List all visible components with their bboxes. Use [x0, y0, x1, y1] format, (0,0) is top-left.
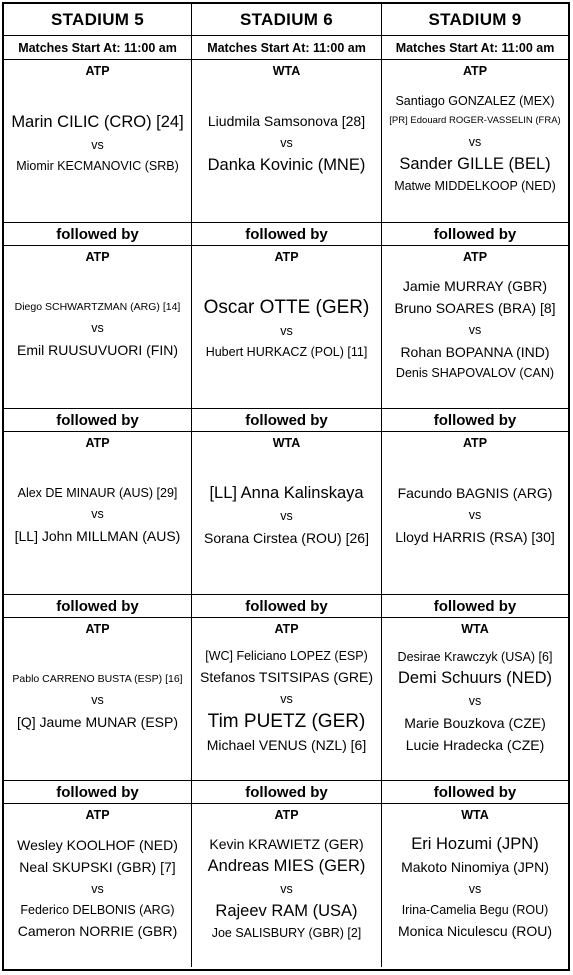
player-name: Hubert HURKACZ (POL) [11] [205, 345, 368, 359]
player-name: Michael VENUS (NZL) [6] [206, 737, 367, 753]
player-name: Facundo BAGNIS (ARG) [397, 485, 553, 501]
player-name: Oscar OTTE (GER) [203, 297, 370, 318]
match-cell [192, 432, 382, 595]
player-name: Andreas MIES (GER) [207, 856, 366, 875]
followed-by-label: followed by [4, 409, 192, 432]
tour-label: WTA [272, 64, 301, 78]
player-name: Diego SCHWARTZMAN (ARG) [14] [14, 301, 181, 313]
player-name: Alex DE MINAUR (AUS) [29] [17, 486, 178, 500]
vs-label: vs [280, 881, 293, 896]
player-name: Liudmila Samsonova [28] [207, 112, 366, 129]
tour-label: ATP [85, 436, 110, 450]
player-name: [Q] Jaume MUNAR (ESP) [16, 714, 179, 730]
player-name: Tim PUETZ (GER) [207, 711, 366, 732]
match-cell [382, 804, 568, 967]
match-cell [192, 60, 382, 223]
followed-by-label: followed by [4, 223, 192, 246]
player-name: [WC] Feliciano LOPEZ (ESP) [205, 649, 368, 663]
match-cell [4, 804, 192, 967]
player-name: Santiago GONZALEZ (MEX) [395, 93, 555, 108]
player-name: [LL] John MILLMAN (AUS) [14, 528, 181, 544]
team-b [212, 900, 362, 943]
player-name: Joe SALISBURY (GBR) [2] [211, 925, 362, 940]
player-name: Marie Bouzkova (CZE) [404, 714, 546, 731]
vs-label: vs [91, 693, 104, 707]
match-cell [382, 618, 568, 781]
start-time: Matches Start At: 11:00 am [192, 36, 382, 60]
team-a [200, 646, 373, 688]
player-name: Federico DELBONIS (ARG) [20, 902, 175, 917]
player-name: Eri Hozumi (JPN) [411, 835, 539, 853]
player-name: Wesley KOOLHOF (NED) [17, 836, 178, 853]
followed-by-label: followed by [382, 781, 568, 804]
player-name: Stefanos TSITSIPAS (GRE) [200, 669, 373, 685]
team-b [207, 710, 366, 756]
followed-by-label: followed by [4, 595, 192, 618]
team-b [18, 900, 177, 942]
match-cell [192, 618, 382, 781]
tour-label: WTA [272, 436, 301, 450]
order-of-play-table [2, 2, 570, 971]
match-cell [192, 804, 382, 967]
player-name: Jamie MURRAY (GBR) [402, 278, 548, 294]
player-name: Miomir KECMANOVIC (SRB) [16, 158, 179, 173]
player-name: Denis SHAPOVALOV (CAN) [395, 366, 555, 380]
match-cell [4, 60, 192, 223]
vs-label: vs [91, 137, 104, 152]
followed-by-label: followed by [382, 595, 568, 618]
tour-label: ATP [462, 436, 488, 450]
tour-label: ATP [274, 808, 299, 822]
stadium-header: STADIUM 9 [382, 4, 568, 36]
player-name: Matwe MIDDELKOOP (NED) [394, 178, 556, 193]
match-cell [4, 618, 192, 781]
team-a [394, 275, 555, 319]
match-cell [382, 60, 568, 223]
player-name: Cameron NORRIE (GBR) [17, 922, 178, 939]
match-cell [382, 432, 568, 595]
player-name: Makoto Ninomiya (JPN) [401, 859, 549, 875]
vs-label: vs [468, 508, 482, 522]
vs-label: vs [280, 324, 293, 338]
vs-label: vs [468, 882, 482, 896]
vs-label: vs [91, 507, 104, 521]
vs-label: vs [280, 692, 293, 706]
tour-label: ATP [274, 250, 299, 264]
vs-label: vs [91, 321, 104, 335]
vs-label: vs [468, 323, 482, 337]
followed-by-label: followed by [192, 781, 382, 804]
tour-label: ATP [85, 64, 110, 78]
team-b [396, 341, 554, 383]
tour-label: ATP [462, 64, 488, 78]
player-name: Sander GILLE (BEL) [399, 154, 551, 173]
team-a [208, 833, 366, 878]
player-name: Lloyd HARRIS (RSA) [30] [395, 529, 555, 545]
start-time: Matches Start At: 11:00 am [382, 36, 568, 60]
followed-by-label: followed by [4, 781, 192, 804]
player-name: Desirae Krawczyk (USA) [6] [397, 649, 553, 664]
vs-label: vs [468, 134, 482, 149]
vs-label: vs [91, 881, 104, 896]
followed-by-label: followed by [192, 409, 382, 432]
match-cell [4, 432, 192, 595]
player-name: Demi Schuurs (NED) [397, 668, 553, 687]
start-time: Matches Start At: 11:00 am [4, 36, 192, 60]
tour-label: WTA [461, 622, 489, 636]
player-name: Kevin KRAWIETZ (GER) [209, 835, 364, 852]
team-a [17, 834, 178, 878]
followed-by-label: followed by [382, 223, 568, 246]
followed-by-label: followed by [192, 595, 382, 618]
team-b [398, 900, 552, 942]
player-name: Sorana Cirstea (ROU) [26] [204, 529, 369, 546]
tour-label: WTA [461, 808, 489, 822]
player-name: Monica Niculescu (ROU) [397, 923, 553, 939]
followed-by-label: followed by [192, 223, 382, 246]
team-a [389, 91, 560, 131]
player-name: Emil RUUSUVUORI (FIN) [17, 342, 178, 358]
team-a [401, 833, 549, 878]
tour-label: ATP [85, 250, 110, 264]
tour-label: ATP [462, 250, 488, 264]
tour-label: ATP [85, 808, 110, 822]
player-name: Rohan BOPANNA (IND) [400, 344, 550, 360]
tour-label: ATP [85, 622, 110, 636]
match-cell [382, 246, 568, 409]
team-b [394, 153, 556, 196]
player-name: Danka Kovinic (MNE) [207, 155, 366, 174]
vs-label: vs [280, 135, 293, 150]
team-a [398, 647, 553, 690]
player-name: Neal SKUPSKI (GBR) [7] [19, 858, 176, 875]
player-name: Irina-Camelia Begu (ROU) [401, 903, 549, 917]
player-name: Marin CILIC (CRO) [24] [11, 112, 184, 131]
player-name: [PR] Edouard ROGER-VASSELIN (FRA) [389, 114, 561, 126]
stadium-header: STADIUM 6 [192, 4, 382, 36]
player-name: Rajeev RAM (USA) [215, 901, 358, 920]
match-cell [192, 246, 382, 409]
vs-label: vs [280, 508, 293, 523]
vs-label: vs [468, 693, 482, 708]
stadium-header: STADIUM 5 [4, 4, 192, 36]
followed-by-label: followed by [382, 409, 568, 432]
tour-label: ATP [274, 622, 299, 636]
player-name: Lucie Hradecka (CZE) [405, 736, 545, 753]
team-b [404, 712, 546, 756]
match-cell [4, 246, 192, 409]
player-name: Pablo CARRENO BUSTA (ESP) [16] [12, 673, 183, 685]
player-name: [LL] Anna Kalinskaya [209, 483, 364, 502]
player-name: Bruno SOARES (BRA) [8] [394, 300, 556, 316]
